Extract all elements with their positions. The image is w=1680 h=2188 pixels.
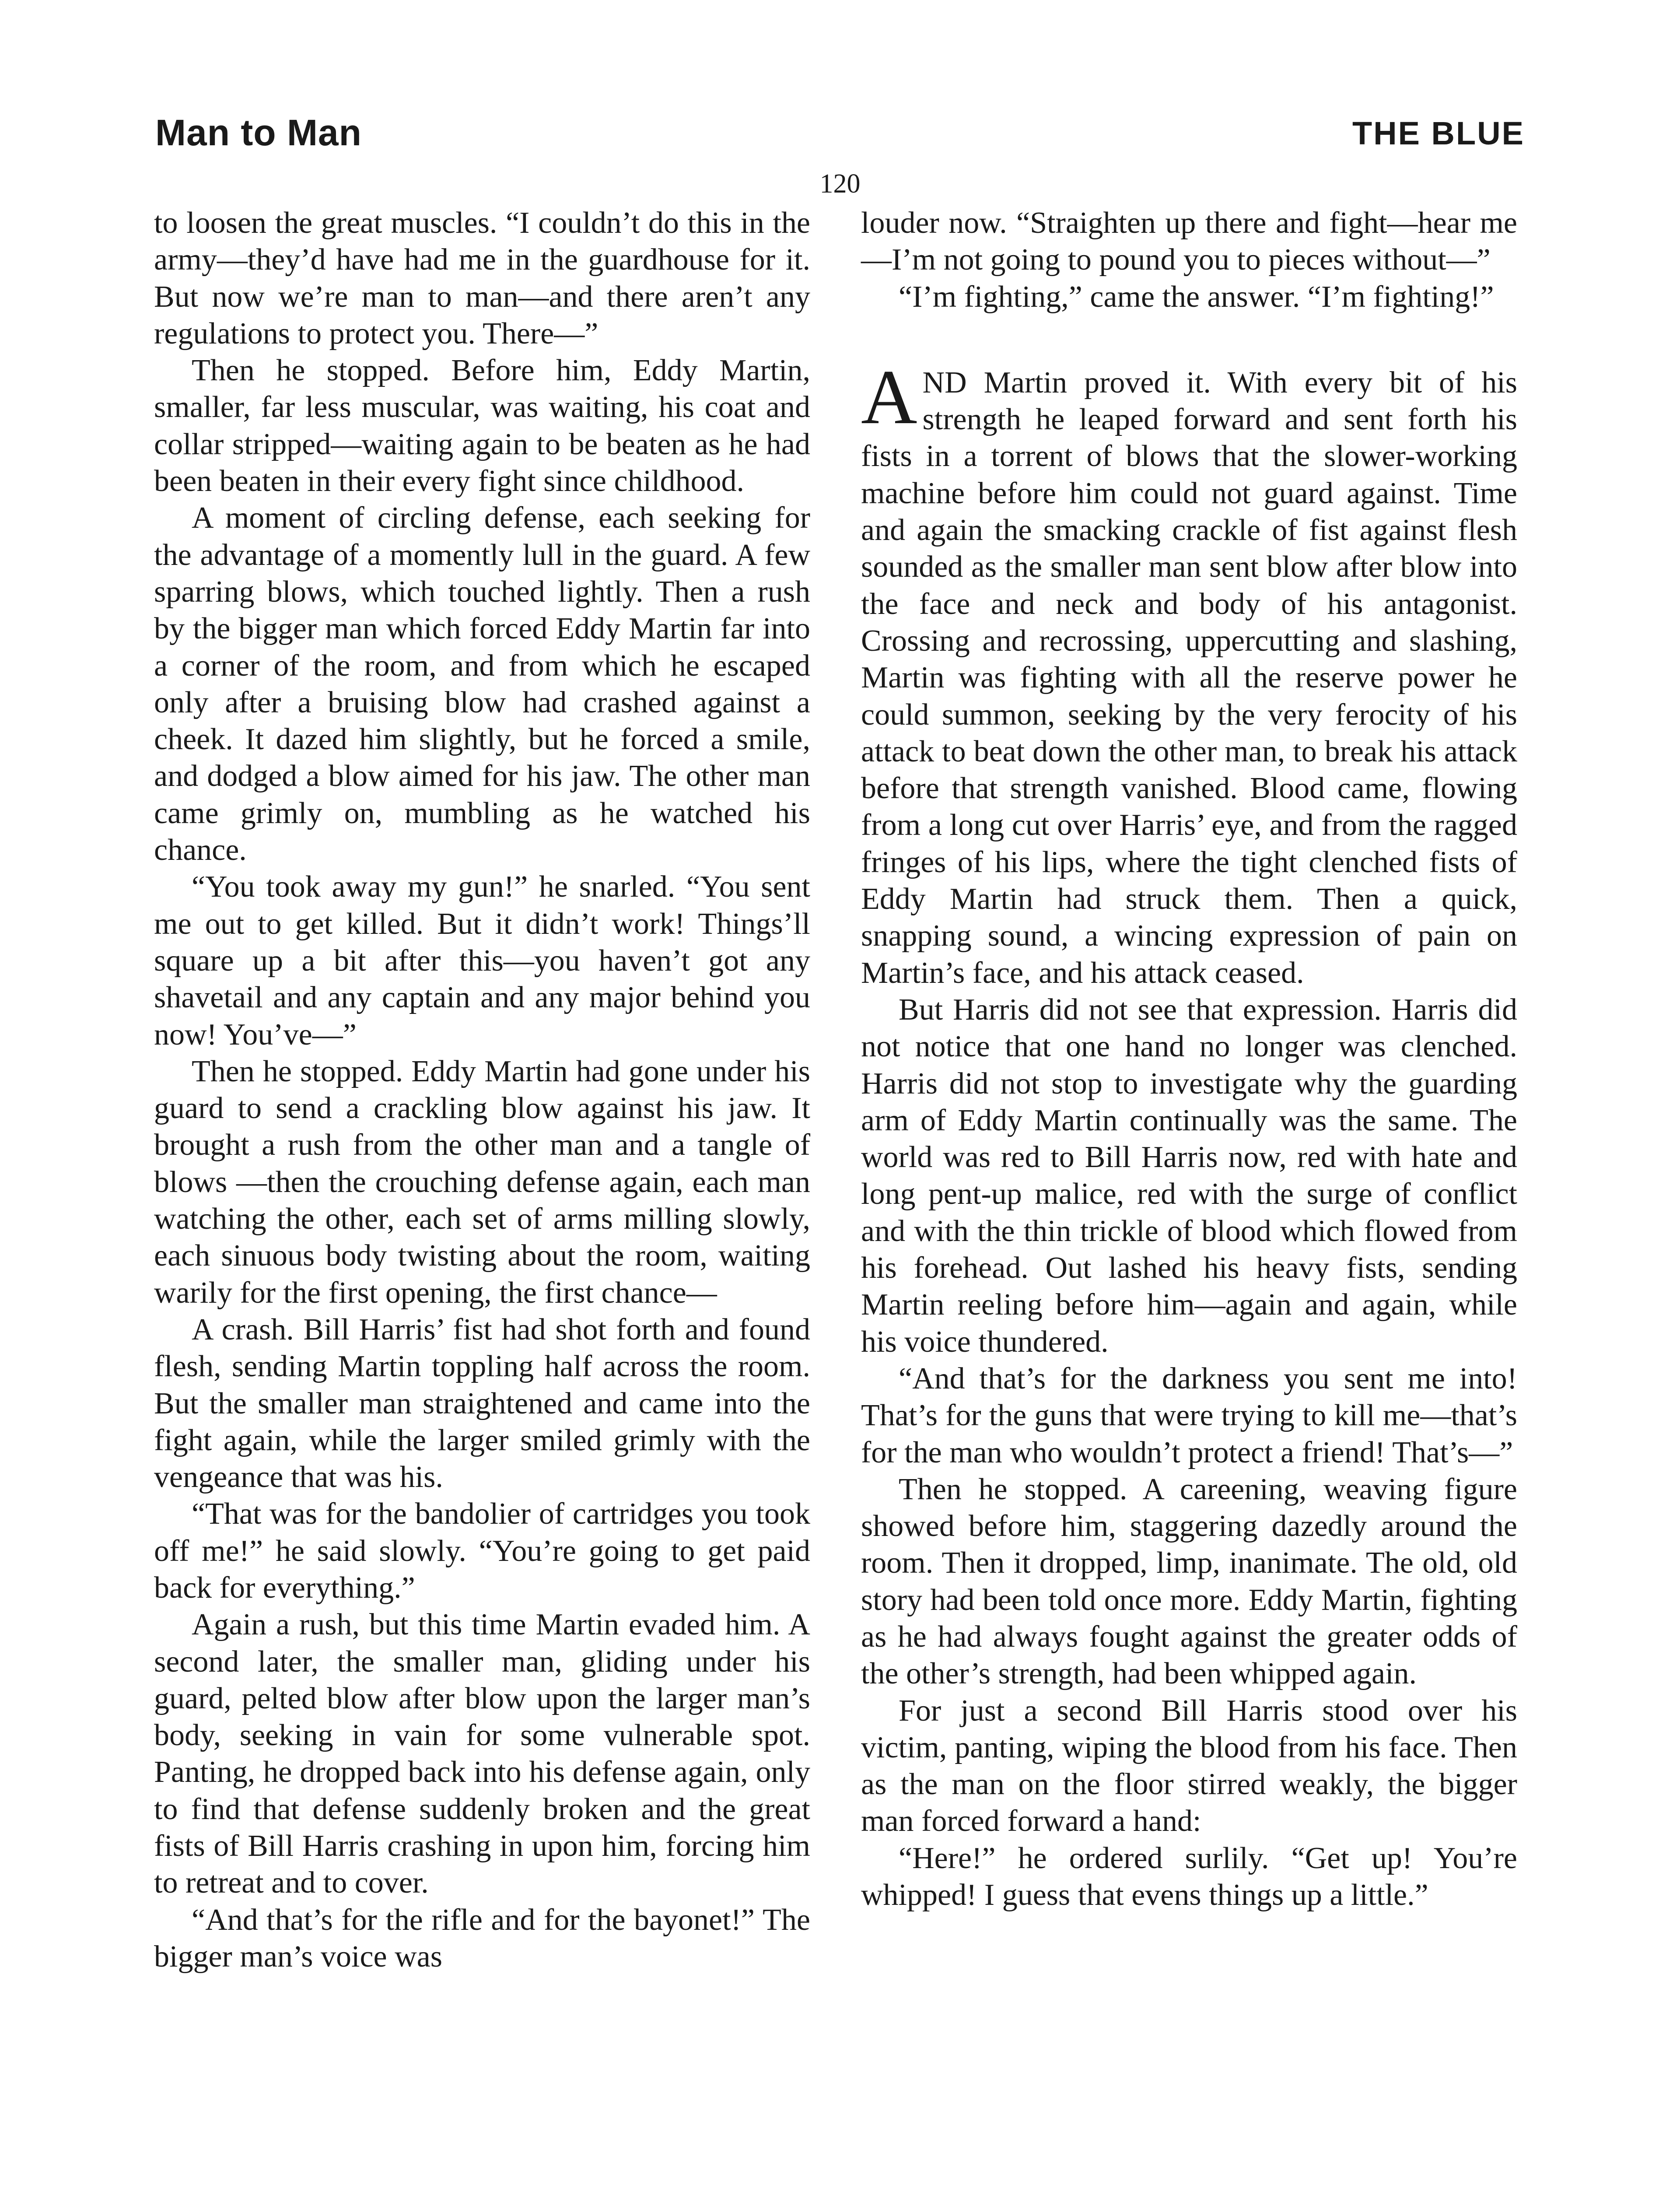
paragraph: to loosen the great muscles. “I couldn’t do this in the army—they’d have had me in the guardhouse for it. But now we’re man to man—and there aren’t any regulations to protect you. There—” (154, 206, 810, 351)
paragraph: A moment of circling defense, each seeking for the advantage of a momently lull in the guard. A few sparring blows, which touched lightly. Then a rush by the bigger man which forced Eddy Martin far into a corner of the room, and from which he escaped only after a bruising blow had crashed against a cheek. It dazed him slightly, but he forced a smile, and dodged a blow aimed for his jaw. The other man came grimly on, mumbling as he watched his chance. (154, 501, 810, 867)
section-paragraph (861, 353, 1517, 992)
paragraph: Then he stopped. Eddy Martin had gone under his guard to send a crackling blow against his jaw. It brought a rush from the other man and a tangle of blows —then the crouching defense again, each man watching the other, each set of arms milling slowly, each sinuous body twisting about the room, waiting warily for the first opening, the first chance— (154, 1054, 810, 1310)
paragraph: Then he stopped. A careening, weaving figure showed before him, staggering dazedly around the room. Then it dropped, limp, inanimate. The old, old story had been told once more. Eddy Martin, fighting as he had always fought against the greater odds of the other’s strength, had been whipped again. (861, 1472, 1517, 1691)
paragraph: “And that’s for the rifle and for the bayonet!” The bigger man’s voice was (154, 1903, 810, 1974)
left-column (154, 205, 810, 1975)
paragraph: “And that’s for the darkness you sent me into! That’s for the guns that were trying to kill me—that’s for the man who wouldn’t protect a friend! That’s—” (861, 1361, 1517, 1469)
paragraph: “I’m fighting,” came the answer. “I’m fighting!” (899, 280, 1494, 314)
page-number: 120 (819, 169, 861, 199)
paragraph: “That was for the bandolier of cartridges you took off me!” he said slowly. “You’re going to get paid back for everything.” (154, 1497, 810, 1605)
running-title: Man to Man (155, 112, 362, 153)
paragraph: For just a second Bill Harris stood over his victim, panting, wiping the blood from his face. Then as the man on the floor stirred weakly, the bigger man forced forward a hand: (861, 1694, 1517, 1838)
paragraph: louder now. “Straighten up there and fight—hear me—I’m not going to pound you to pieces without—” (861, 206, 1517, 277)
paragraph: Then he stopped. Before him, Eddy Martin, smaller, far less muscular, was waiting, his coat and collar stripped—waiting again to be beaten as he had been beaten in their every fight since childhood. (154, 354, 810, 498)
drop-cap: A (861, 353, 917, 440)
paragraph: But Harris did not see that expression. Harris did not notice that one hand no longer was clenched. Harris did not stop to investigate why the guarding arm of Eddy Martin continually was the same. The world was red to Bill Harris now, red with hate and long pent-up malice, red with the surge of conflict and with the thin trickle of blood which flowed from his forehead. Out lashed his heavy fists, sending Martin reeling before him—again and again, while his voice thundered. (861, 992, 1517, 1359)
magazine-name: THE BLUE (1352, 115, 1525, 151)
paragraph: A crash. Bill Harris’ fist had shot forth and found flesh, sending Martin toppling half across the room. But the smaller man straightened and came into the fight again, while the larger smiled grimly with the vengeance that was his. (154, 1312, 810, 1494)
right-column (861, 205, 1517, 1914)
paragraph: “Here!” he ordered surlily. “Get up! You’re whipped! I guess that evens things up a little.” (861, 1841, 1517, 1912)
paragraph: “You took away my gun!” he snarled. “You sent me out to get killed. But it didn’t work! Things’ll square up a bit after this—you haven’t got any shavetail and any captain and any major behind you now! You’ve—” (154, 870, 810, 1052)
section-text: ND Martin proved it. With every bit of his strength he leaped forward and sent forth his fists in a torrent of blows that the slower-working machine before him could not guard against. Time and again the smacking crackle of fist against flesh sounded as the smaller man sent blow after blow into the face and neck and body of his antagonist. Crossing and recrossing, uppercutting and slashing, Martin was fighting with all the reserve power he could summon, seeking by the very ferocity of his attack to beat down the other man, to break his attack before that strength vanished. Blood came, flowing from a long cut over Harris’ eye, and from the ragged fringes of his lips, where the tight clenched fists of Eddy Martin had struck them. Then a quick, snapping sound, a wincing expression of pain on Martin’s face, and his attack ceased. (861, 365, 1517, 990)
paragraph: Again a rush, but this time Martin evaded him. A second later, the smaller man, gliding under his guard, pelted blow after blow upon the larger man’s body, seeking in vain for some vulnerable spot. Panting, he dropped back into his defense again, only to find that defense suddenly broken and the great fists of Bill Harris crashing in upon him, forcing him to retreat and to cover. (154, 1608, 810, 1900)
